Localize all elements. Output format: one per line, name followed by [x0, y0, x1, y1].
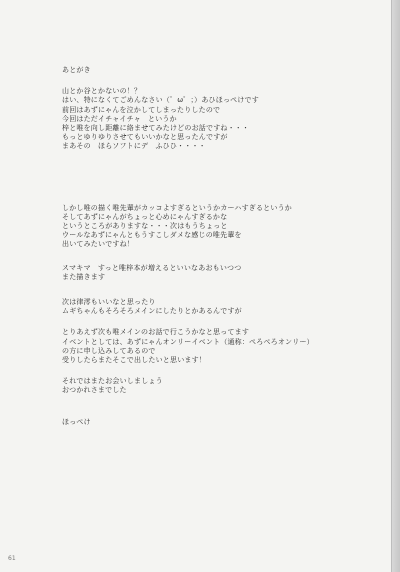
text-line: 受りしたらまたそこで出したいと思います！: [62, 356, 206, 365]
text-line: はい、特になくてごめんなさい（゜ω゜；）あひほっぺけです: [62, 96, 259, 105]
text-line: というところがありますな・・・次はもうちょっと: [62, 222, 228, 231]
text-line: ムギちゃんもそろそろメインにしたりとかあるんですが: [62, 307, 242, 316]
afterword-text: [62, 66, 372, 427]
text-line: もっとゆりゆりさせてもいいかなと思ったんですが: [62, 133, 228, 142]
text-line: 梓と唯を向し距離に絡ませてみたけどのお話ですね・・・: [62, 124, 250, 133]
paragraph-closing: [62, 377, 372, 395]
text-line: スマキマ すっと唯梓本が増えるといいなあおもいつつ: [62, 263, 242, 272]
text-line: おつかれさまでした: [62, 386, 127, 395]
text-line: それではまたお会いしましょう: [62, 377, 163, 386]
text-line: ウールなあずにゃんともうすこしダメな感じの唯先輩を: [62, 231, 242, 240]
paragraph-next-characters: [62, 298, 372, 316]
author-signature: ほっぺけ: [62, 417, 91, 426]
text-line: 次は律澪もいいなと思ったり: [62, 298, 156, 307]
text-line: とりあえず次も唯メインのお話で行こうかなと思ってます: [62, 328, 250, 337]
paragraph-next-books: [62, 264, 372, 282]
text-line: 出いてみたいですね！: [62, 240, 134, 249]
text-line: まあその ほらソフトにデ ふひひ・・・・: [62, 142, 206, 151]
text-line: の方に申し込みしてあるので: [62, 346, 156, 355]
paragraph-event-plans: [62, 328, 372, 365]
text-line: 山とか谷とかないの！？: [62, 87, 142, 96]
page-number: 61: [8, 555, 16, 562]
text-line: 前回はあずにゃんを泣かしてしまったりしたので: [62, 105, 221, 114]
text-line: しかし唯の描く唯先輩がカッコよすぎるというかカーハすぎるというか: [62, 203, 292, 212]
paragraph-characters: [62, 204, 372, 250]
page-edge: [392, 0, 400, 572]
text-line: イベントとしては、あずにゃんオンリーイベント（通称：ぺろぺろオンリー）: [62, 337, 314, 346]
afterword-title: あとがき: [62, 66, 91, 74]
paragraph-intro: [62, 87, 372, 151]
text-line: 今回はただイチャイチャ というか: [62, 114, 177, 123]
text-line: そしてあずにゃんがちょっと心めにゃんすぎるかな: [62, 212, 228, 221]
text-line: また描きます: [62, 272, 106, 281]
